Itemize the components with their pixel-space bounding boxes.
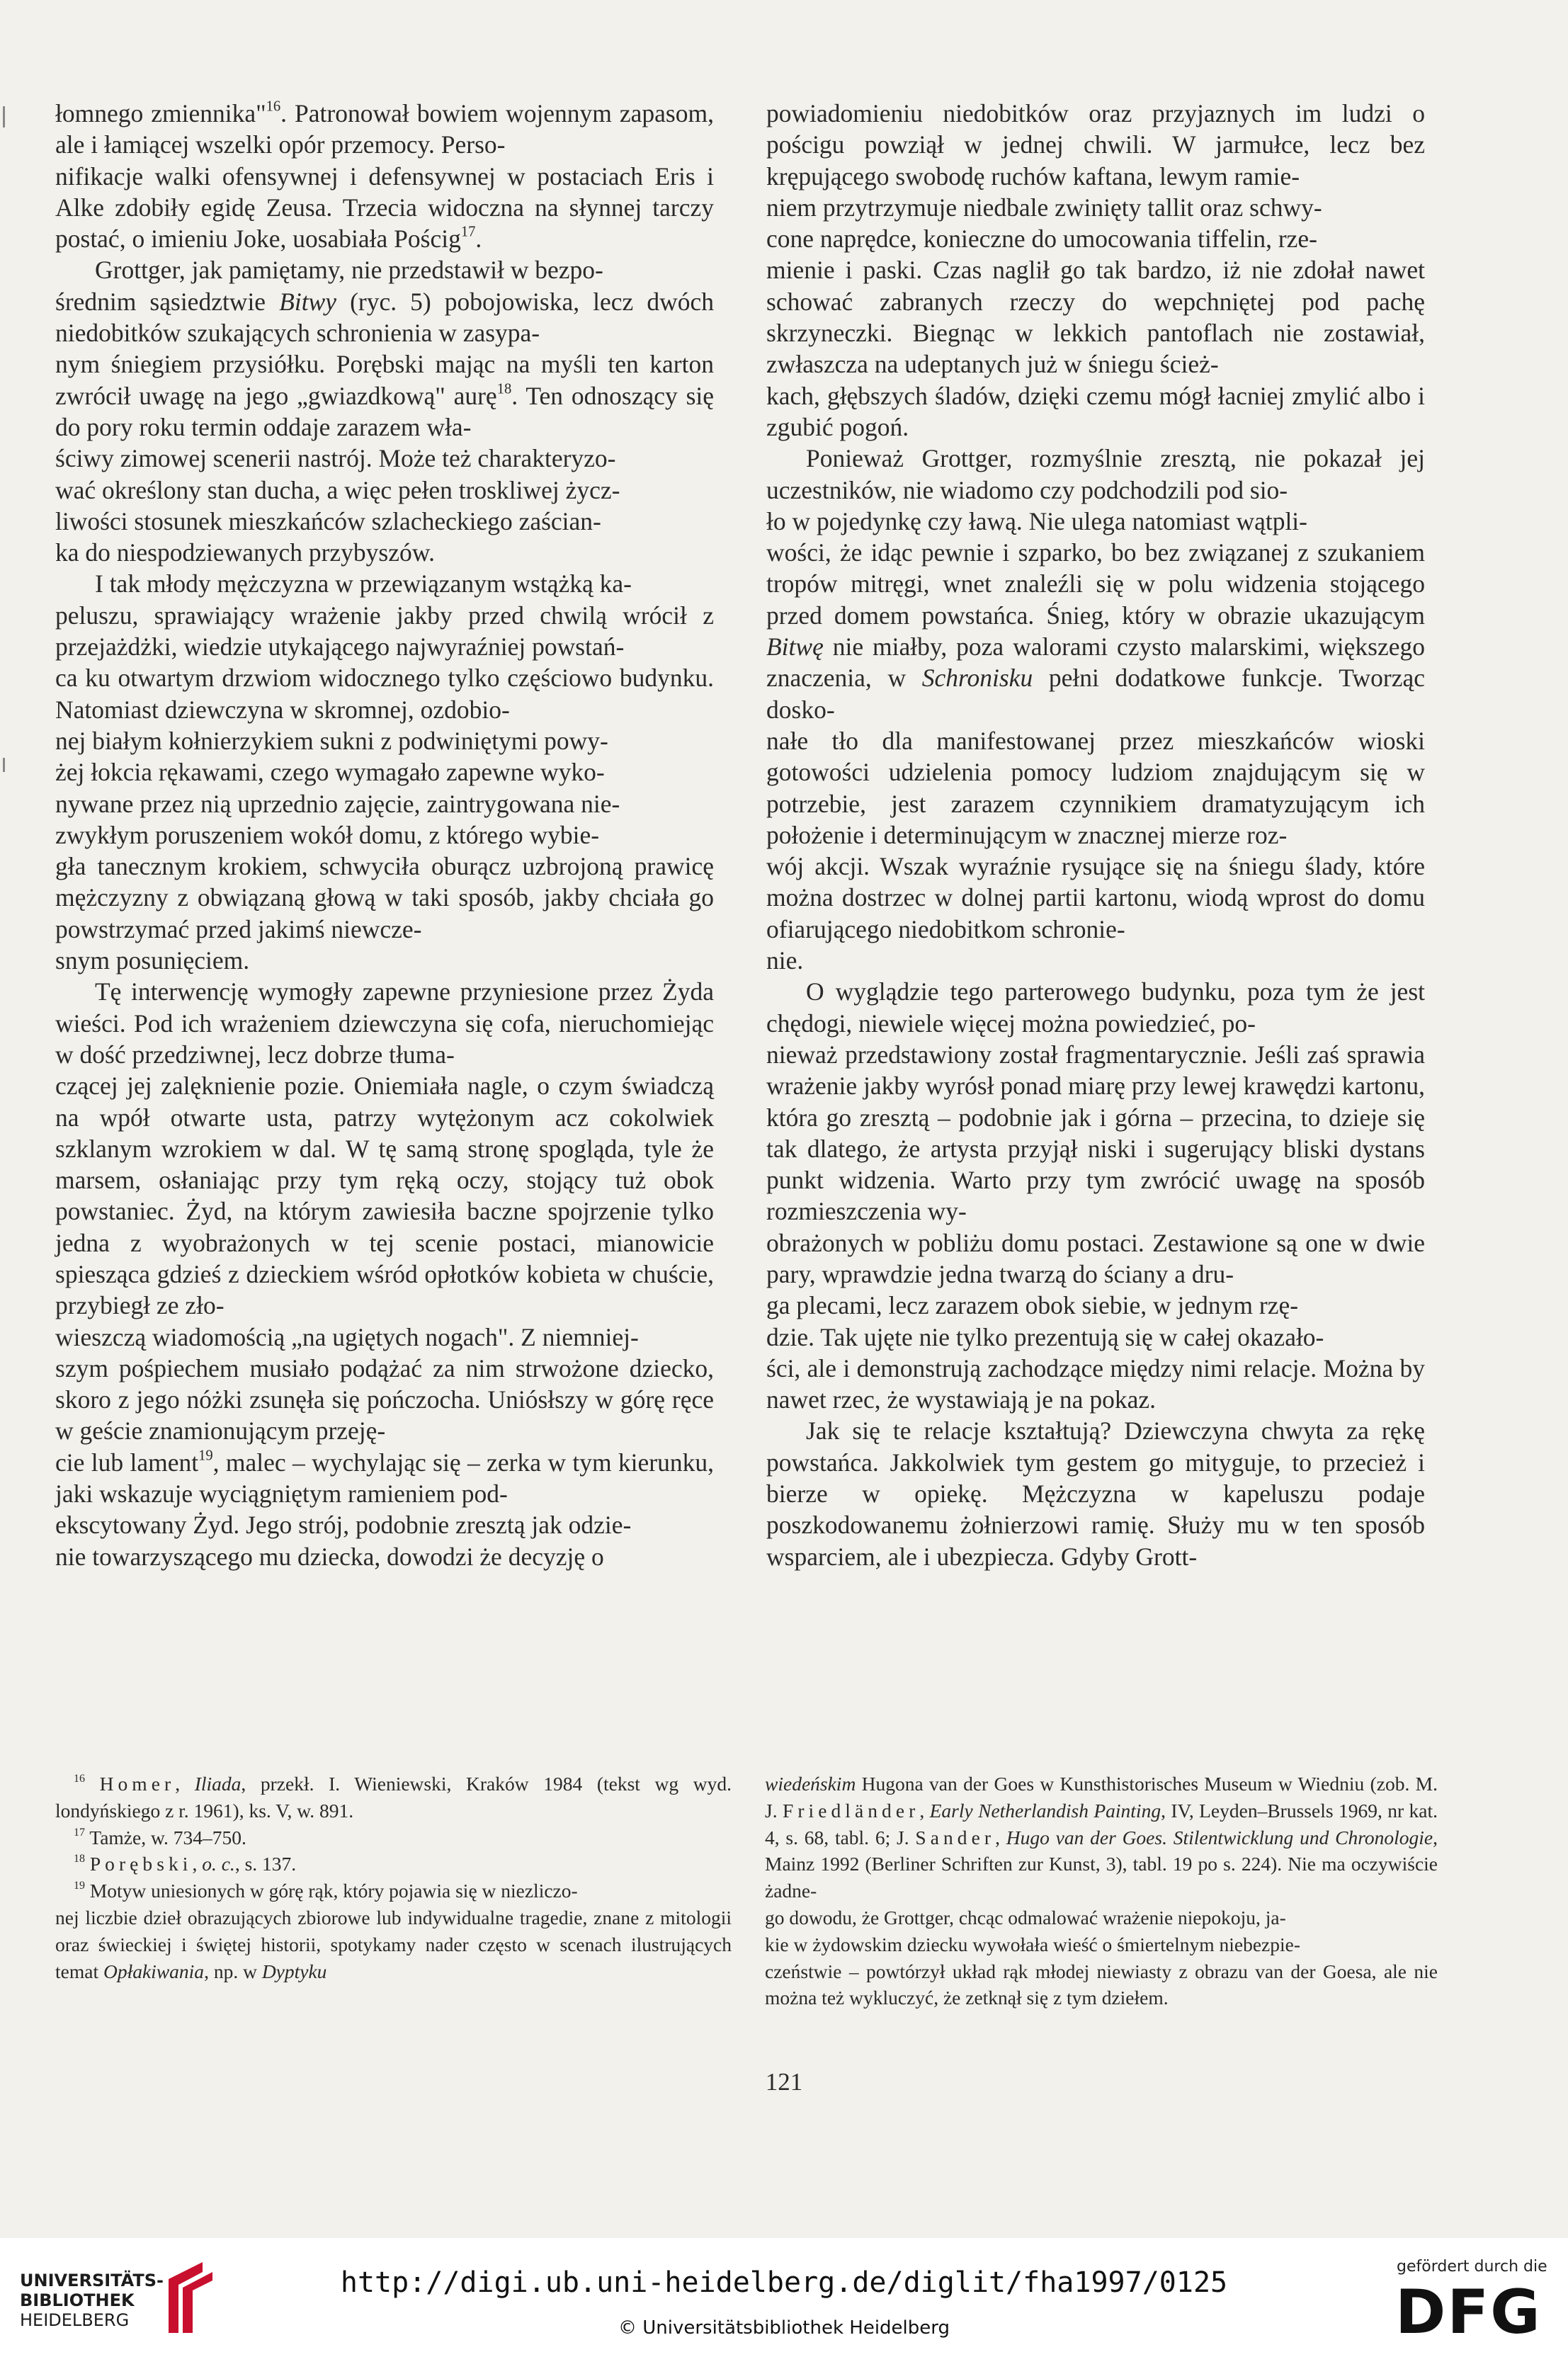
footnote: $^{18}$ Porębski, o. c., s. 137. <box>74 1853 297 1875</box>
text-column-left <box>55 98 714 1572</box>
paragraph: Ponieważ Grottger, rozmyślnie zresztą, nie pokazał jej uczestników, nie wiadomo czy podchodzili pod sio- ło w pojedynkę czy ławą. Nie ulega natomiast wątpli- wości, że idąc pewnie i szparko, bo bez związanej z szukaniem tropów mitręgi, wnet znaleźli się w polu widzenia stojącego przed domem powstańca. Śnieg, który w obrazie ukazującym Bitwę nie miałby, poza walorami czysto malarskimi, większego znaczenia, w Schronisku pełni dodatkowe funkcje. Tworząc dosko- nałe tło dla manifestowanej przez mieszkańców wioski gotowości udzielenia pomocy ludziom znajdującym się w potrzebie, jest zarazem czynnikiem dramatyzującym ich położenie i determinującym w znacznej mierze roz- wój akcji. Wszak wyraźnie rysujące się na śniegu ślady, które można dostrzec w dolnej partii kartonu, wiodą wprost do domu ofiarującego niedobitkom schronie- nie. <box>766 444 1425 975</box>
footnote: $^{19}$ Motyw uniesionych w górę rąk, który pojawia się w niezliczo- nej liczbie dzieł obrazujących zbiorowe lub indywidualne tragedie, znane z mitologii oraz świeckiej i świętej historii, spotykamy nader często w scenach ilustrujących temat Opłakiwania, np. w Dyptyku <box>55 1880 732 1982</box>
footnotes-right <box>765 1771 1438 2011</box>
sponsor-label: gefördert durch die <box>1397 2258 1547 2276</box>
footnote: $^{16}$ Homer, Iliada, przekł. I. Wieniewski, Kraków 1984 (tekst wg wyd. londyńskiego z r. 1961), ks. V, w. 891. <box>55 1773 732 1822</box>
text-column-right <box>766 98 1425 1572</box>
dfg-logo[interactable]: DFG <box>1395 2277 1542 2348</box>
copyright-notice: © Universitätsbibliothek Heidelberg <box>618 2317 950 2339</box>
page-number: 121 <box>765 2068 803 2096</box>
paragraph: Grottger, jak pamiętamy, nie przedstawił w bezpo- średnim sąsiedztwie Bitwy (ryc. 5) pobojowiska, lecz dwóch niedobitków szukających schronienia w zasypa- nym śniegiem przysiółku. Porębski mając na myśli ten karton zwrócił uwagę na jego „gwiazdkową" aurę$^{18}$. Ten odnoszący się do pory roku termin oddaje zarazem wła- ściwy zimowej scenerii nastrój. Może też charakteryzo- wać określony stan ducha, a więc pełen troskliwej życz- liwości stosunek mieszkańców szlacheckiego zaścian- ka do niespodziewanych przybyszów. <box>55 256 715 567</box>
paragraph: powiadomieniu niedobitków oraz przyjaznych im ludzi o pościgu powziął w jednej chwili. W jarmułce, lecz bez krępującego swobodę ruchów kaftana, lewym ramie- niem przytrzymuje niedbale zwinięty tallit oraz schwy- cone naprędce, konieczne do umocowania tiffelin, rze- mienie i paski. Czas naglił go tak bardzo, iż nie zdołał nawet schować zabranych rzeczy do wepchniętej pod pachę skrzyneczki. Biegnąc w lekkich pantoflach nie zostawiał, zwłaszcza na udeptanych już w śniegu ścież- kach, głębszych śladów, dzięki czemu mógł łacniej zmylić albo i zgubić pogoń. <box>766 99 1425 441</box>
library-name-line1: UNIVERSITÄTS- <box>20 2271 164 2290</box>
scan-edge-mark <box>3 758 5 772</box>
library-name-line3: HEIDELBERG <box>20 2310 130 2330</box>
paragraph: Jak się te relacje kształtują? Dziewczyna chwyta za rękę powstańca. Jakkolwiek tym gestem go mityguje, to przecież i bierze w opiekę. Mężczyzna w kapeluszu podaje poszkodowanemu żołnierzowi ramię. Służy mu w ten sposób wsparciem, ale i ubezpiecza. Gdyby Grott- <box>766 1416 1425 1571</box>
paragraph: O wyglądzie tego parterowego budynku, poza tym że jest chędogi, niewiele więcej można powiedzieć, po- nieważ przedstawiony został fragmentarycznie. Jeśli zaś sprawia wrażenie jakby wyrósł ponad miarę przy lewej krawędzi kartonu, która go zresztą – podobnie jak i górna – przecina, to dzieje się tak dlatego, że artysta przyjął niski i sugerujący bliski dystans punkt widzenia. Warto przy tym zwrócić uwagę na sposób rozmieszczenia wy- obrażonych w pobliżu domu postaci. Zestawione są one w dwie pary, wprawdzie jedna twarzą do ściany a dru- ga plecami, lecz zarazem obok siebie, w jednym rzę- dzie. Tak ujęte nie tylko prezentują się w całej okazało- ści, ale i demonstrują zachodzące między nimi relacje. Można by nawet rzec, że wystawiają je na pokaz. <box>766 977 1425 1414</box>
paragraph: I tak młody mężczyzna w przewiązanym wstążką ka- peluszu, sprawiający wrażenie jakby przed chwilą wrócił z przejażdżki, wiedzie utykającego najwyraźniej powstań- ca ku otwartym drzwiom widocznego tylko częściowo budynku. Natomiast dziewczyna w skromnej, ozdobio- nej białym kołnierzykiem sukni z podwiniętymi powy- żej łokcia rękawami, czego wymagało zapewne wyko- nywane przez nią uprzednio zajęcie, zaintrygowana nie- zwykłym poruszeniem wokół domu, z którego wybie- gła tanecznym krokiem, schwyciła oburącz uzbrojoną prawicę mężczyzny z obwiązaną głową w taki sposób, jakby chciała go powstrzymać przed jakimś niewcze- snym posunięciem. <box>55 569 714 975</box>
library-name-line2: BIBLIOTHEK <box>20 2290 135 2310</box>
footnotes-left <box>55 1771 732 1984</box>
footnote: wiedeńskim Hugona van der Goes w Kunsthistorisches Museum w Wiedniu (zob. M. J. Friedländer, Early Netherlandish Painting, IV, Leyden–Brussels 1969, nr kat. 4, s. 68, tabl. 6; J. Sander, Hugo van der Goes. Stilentwicklung und Chronologie, Mainz 1992 (Berliner Schriften zur Kunst, 3), tabl. 19 po s. 224). Nie ma oczywiście żadne- go dowodu, że Grottger, chcąc odmalować wrażenie niepokoju, ja- kie w żydowskim dziecku wywołała wieść o śmiertelnym niebezpie- czeństwie – powtórzył układ rąk młodej niewiasty z obrazu van der Goesa, ale nie można też wykluczyć, że zetknął się z tym dziełem. <box>765 1773 1438 2009</box>
permalink-url[interactable]: http://digi.ub.uni-heidelberg.de/diglit/fha1997/0125 <box>340 2266 1228 2299</box>
footnote: $^{17}$ Tamże, w. 734–750. <box>74 1826 246 1848</box>
scan-edge-mark <box>3 106 5 127</box>
paragraph: łomnego zmiennika"$^{16}$. Patronował bowiem wojennym zapasom, ale i łamiącej wszelki opór przemocy. Perso- nifikacje walki ofensywnej i defensywnej w postaciach Eris i Alke zdobiły egidę Zeusa. Trzecia widoczna na słynnej tarczy postać, o imieniu Joke, uosabiała Pościg$^{17}$. <box>55 98 714 254</box>
paragraph: Tę interwencję wymogły zapewne przyniesione przez Żyda wieści. Pod ich wrażeniem dziewczyna się cofa, nieruchomiejąc w dość przedziwnej, lecz dobrze tłuma- czącej jej zalęknienie pozie. Oniemiała nagle, o czym świadczą na wpół otwarte usta, patrzy wytężonym acz cokolwiek szklanym wzrokiem w dal. W tę samą stronę spogląda, tyle że marsem, osłaniając przy tym ręką oczy, stojący tuż obok powstaniec. Żyd, na którym zawiesiła baczne spojrzenie tylko jedna z wyobrażonych w tej scenie postaci, mianowicie spiesząca gdzieś z dzieckiem wśród opłotków kobieta w chuście, przybiegł ze zło- wieszczą wiadomością „na ugiętych nogach". Z niemniej- szym pośpiechem musiało podążać za nim strwożone dziecko, skoro z jego nóżki zsunęła się pończocha. Uniósłszy w górę ręce w geście znamionującym przeję- cie lub lament$^{19}$, malec – wychylając się – zerka w tym kierunku, jaki wskazuje wyciągniętym ramieniem pod- ekscytowany Żyd. Jego strój, podobnie zresztą jak odzie- nie towarzyszącego mu dziecka, dowodzi że decyzję o <box>55 977 715 1571</box>
